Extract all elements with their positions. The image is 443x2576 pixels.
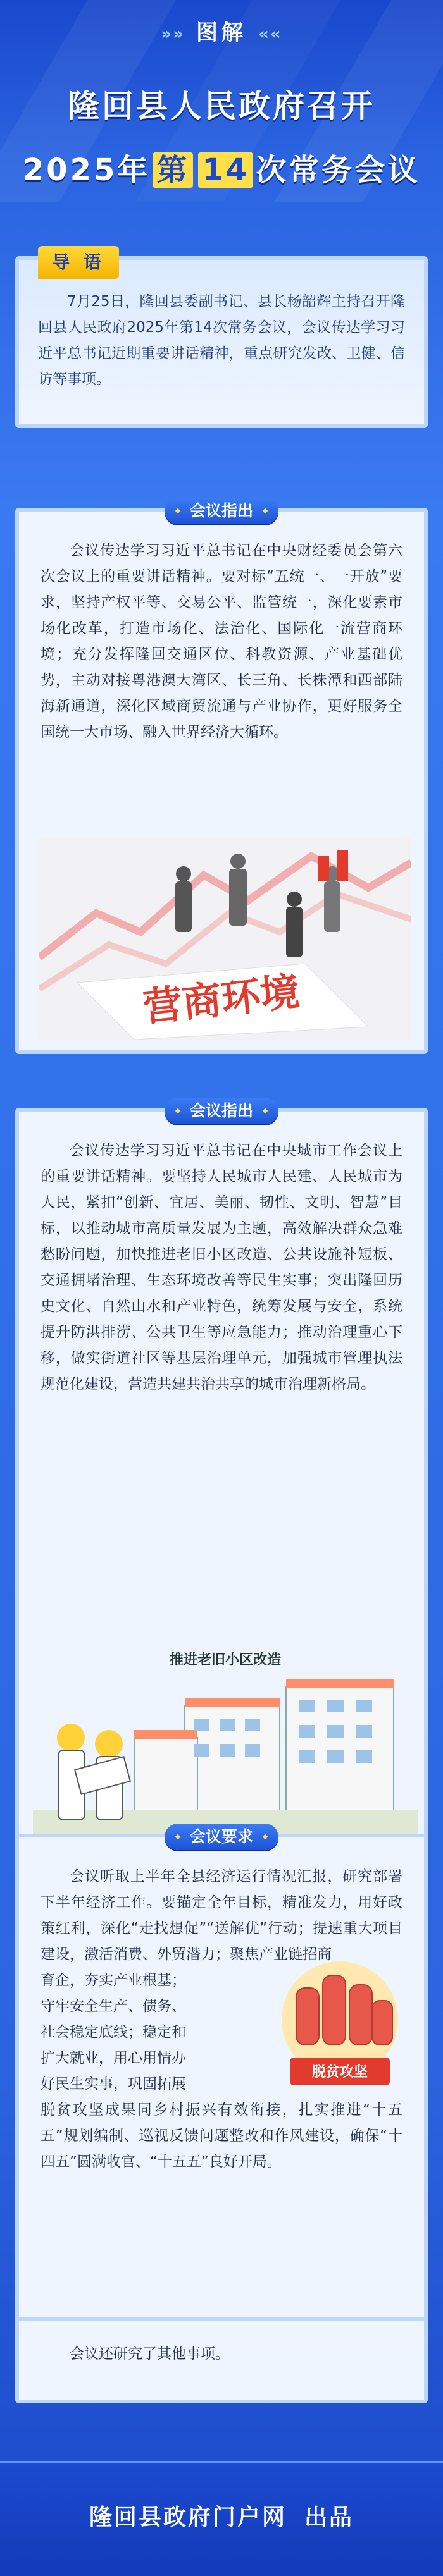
intro-tag: 导 语 (38, 246, 119, 279)
section-3-text-head: 会议听取上半年全县经济运行情况汇报，研究部署下半年经济工作。要锚定全年目标，精准发力，用好政策红利，深化“走找想促”“送解优”行动；提速重大项目建设，激活消费、外贸潜力；聚焦产业链招商 (41, 1868, 402, 1963)
footer-text: 隆回县政府门户网 出品 (89, 2505, 354, 2530)
header-banner (0, 0, 443, 202)
section-card-2 (15, 1101, 428, 1845)
header-tag: »» 图解 «« (161, 20, 282, 46)
footer (0, 2461, 443, 2576)
section-2-text: 会议传达学习习近平总书记在中央城市工作会议上的重要讲话精神。要坚持人民城市人民建、人民城市为人民，紧扣“创新、宜居、美丽、韧性、文明、智慧”目标，以推动城市高质量发展为主题，高效解决群众急难愁盼问题，加快推进老旧小区改造、公共设施补短板、交通拥堵治理、生态环境改善等民生实事；突出隆回历史文化、自然山水和产业特色，统筹发展与安全，系统提升防洪排涝、公共卫生等应急能力；推动治理重心下移，做实街道社区等基层治理单元，加强城市管理执法规范化建设，营造共建共治共享的城市治理新格局。 (41, 1143, 402, 1392)
intro-card (15, 252, 428, 428)
poverty-alleviation-image (271, 1950, 409, 2112)
double-chevron-left-icon: «« (258, 24, 282, 44)
section-2-label: 会议指出 (165, 1098, 278, 1124)
page-title-line2: 2025年 第 14 次常务会议 (22, 152, 421, 188)
section-1-text: 会议传达学习习近平总书记在中央财经委员会第六次会议上的重要讲话精神。要对标“五统一、一开放”要求，坚持产权平等、交易公平、监管统一，深化要素市场化改革，打造市场化、法治化、国际化一流营商环境；充分发挥隆回交通区位、科教资源、产业基础优势，主动对接粤港澳大湾区、长三角、长株潭和西部陆海新通道，深化区域商贸流通与产业协作，更好服务全国统一大市场、融入世界经济大循环。 (41, 543, 402, 740)
image-text-business-env: 营商环境 (140, 968, 302, 1031)
intro-text: 7月25日，隆回县委副书记、县长杨韶辉主持召开隆回县人民政府2025年第14次常务会议，会议传达学习习近平总书记近期重要讲话精神，重点研究发改、卫健、信访等事项。 (38, 293, 405, 388)
section-3-line: 守牢安全生产、债务、 (41, 1998, 186, 2015)
section-3-line: 社会稳定底线；稳定和 (41, 2024, 186, 2040)
section-3-text-tail: 脱贫攻坚成果同乡村振兴有效衔接，扎实推进“十五五”规划编制、巡视反馈问题整改和作风建设，确保“十四五”圆满收官、“十五五”良好开局。 (41, 2102, 402, 2170)
business-environment-image (39, 837, 411, 1040)
image-caption-renovation: 推进老旧小区改造 (169, 1652, 281, 1668)
old-community-renovation-image (33, 1649, 418, 1834)
section-4-text: 会议还研究了其他事项。 (70, 2346, 230, 2362)
double-chevron-right-icon: »» (161, 24, 185, 44)
title-highlight-di: 第 (153, 152, 193, 188)
section-3-line: 好民生实事，巩固拓展 (41, 2076, 186, 2092)
section-card-1 (15, 501, 428, 1054)
page-title-line1: 隆回县人民政府召开 (68, 88, 375, 125)
section-3-label: 会议要求 (165, 1824, 278, 1850)
title-highlight-number: 14 (198, 152, 253, 188)
section-card-4 (15, 2317, 428, 2403)
section-3-line: 扩大就业，用心用情办 (41, 2050, 186, 2066)
section-3-line: 育企，夯实产业根基； (41, 1972, 186, 1989)
image-label-poverty: 脱贫攻坚 (311, 2064, 368, 2080)
section-1-label: 会议指出 (165, 498, 278, 524)
section-card-3 (15, 1827, 428, 2331)
